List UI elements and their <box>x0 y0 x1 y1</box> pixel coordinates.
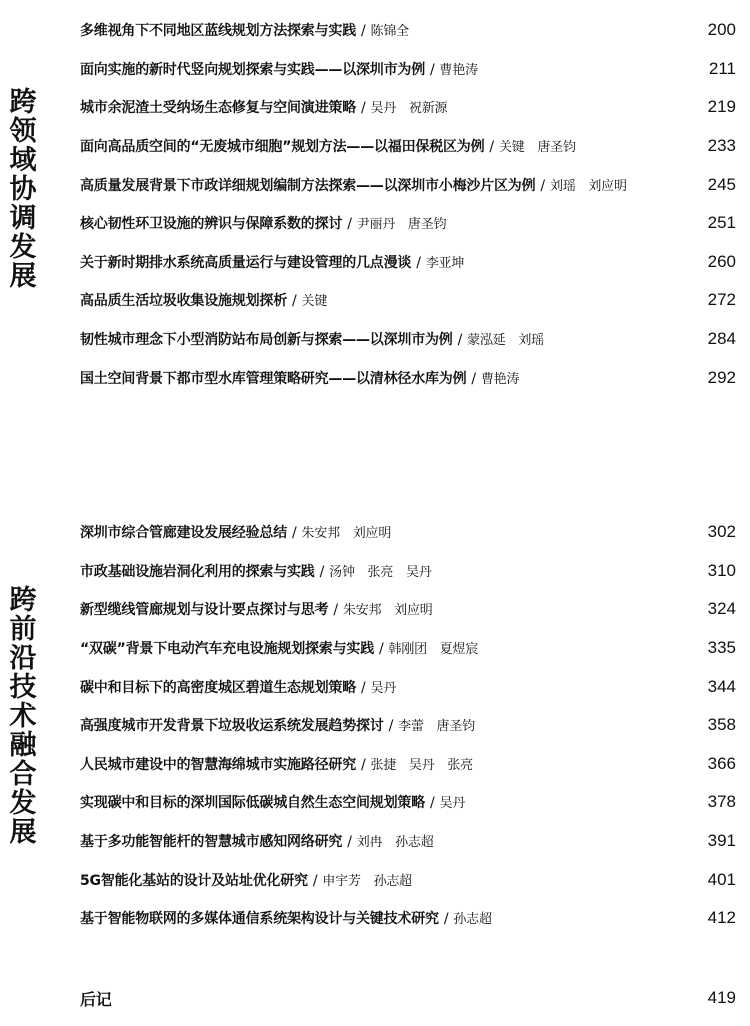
entry-separator: / <box>292 525 297 541</box>
entry-title: 面向高品质空间的“无废城市细胞”规划方法——以福田保税区为例 <box>80 139 485 155</box>
toc-entry[interactable] <box>80 325 736 353</box>
entry-title: “双碳”背景下电动汽车充电设施规划探索与实践 <box>80 641 375 657</box>
entry-title: 国土空间背景下都市型水库管理策略研究——以清林径水库为例 <box>80 371 467 387</box>
toc-entry[interactable] <box>80 788 736 816</box>
toc-entry[interactable] <box>80 248 736 276</box>
entry-authors: 刘冉 孙志超 <box>356 835 434 850</box>
entry-page-number: 335 <box>707 638 736 657</box>
entry-page-number: 260 <box>707 252 736 271</box>
entry-title: 新型缆线管廊规划与设计要点探讨与思考 <box>80 602 329 618</box>
entry-title: 基于智能物联网的多媒体通信系统架构设计与关键技术研究 <box>80 911 439 927</box>
entry-authors: 申宇芳 孙志超 <box>322 874 412 889</box>
entry-separator: / <box>416 255 421 271</box>
entry-page-number: 412 <box>707 908 736 927</box>
toc-entry[interactable] <box>80 171 736 199</box>
entry-page-number: 200 <box>707 20 736 39</box>
toc-entry[interactable] <box>80 93 736 121</box>
entry-title: 基于多功能智能杆的智慧城市感知网络研究 <box>80 834 343 850</box>
entry-title: 高质量发展背景下市政详细规划编制方法探索——以深圳市小梅沙片区为例 <box>80 178 536 194</box>
entry-authors: 曹艳涛 <box>480 372 520 387</box>
entry-separator: / <box>361 680 366 696</box>
toc-entry[interactable] <box>80 16 736 44</box>
entry-authors: 孙志超 <box>453 912 492 927</box>
entry-page-number: 419 <box>707 988 736 1007</box>
section-label-frontier-tech: 跨前沿技术融合发展 <box>9 585 37 848</box>
entry-authors: 尹丽丹 唐圣钧 <box>356 217 447 232</box>
toc-entry[interactable] <box>80 711 736 739</box>
entry-page-number: 401 <box>707 870 736 889</box>
entry-separator: / <box>540 178 545 194</box>
toc-entry[interactable] <box>80 557 736 585</box>
toc-entry[interactable] <box>80 827 736 855</box>
section-label-cross-domain: 跨领域协调发展 <box>9 87 37 292</box>
entry-page-number: 391 <box>707 831 736 850</box>
entry-separator: / <box>361 100 366 116</box>
entry-authors: 吴丹 <box>370 681 397 696</box>
entry-authors: 朱安邦 刘应明 <box>342 603 433 618</box>
toc-entry[interactable] <box>80 634 736 662</box>
entry-authors: 韩刚团 夏煜宸 <box>388 642 479 657</box>
entry-separator: / <box>347 834 352 850</box>
entry-authors: 曹艳涛 <box>439 63 478 78</box>
toc-entry-afterword[interactable] <box>80 984 736 1012</box>
entry-separator: / <box>292 293 297 309</box>
entry-page-number: 272 <box>707 290 736 309</box>
entry-page-number: 292 <box>707 368 736 387</box>
entry-title: 高品质生活垃圾收集设施规划探析 <box>80 293 287 309</box>
entry-title: 5G智能化基站的设计及站址优化研究 <box>80 873 308 889</box>
toc-entry[interactable] <box>80 286 736 314</box>
toc-entry[interactable] <box>80 132 736 160</box>
entry-separator: / <box>430 62 435 78</box>
entry-page-number: 324 <box>707 599 736 618</box>
entry-authors: 刘瑶 刘应明 <box>549 179 627 194</box>
entry-authors: 关键 唐圣钧 <box>498 140 576 155</box>
entry-title: 市政基础设施岩洞化利用的探索与实践 <box>80 564 315 580</box>
entry-authors: 李亚坤 <box>425 256 465 271</box>
entry-separator: / <box>333 602 338 618</box>
entry-authors: 关键 <box>301 294 328 309</box>
entry-page-number: 302 <box>707 522 736 541</box>
entry-title: 后记 <box>80 989 112 1009</box>
entry-authors: 朱安邦 刘应明 <box>301 526 392 541</box>
entry-separator: / <box>443 911 449 927</box>
entry-authors: 吴丹 <box>439 796 466 811</box>
toc-entry[interactable] <box>80 595 736 623</box>
entry-separator: / <box>361 757 366 773</box>
toc-entry[interactable] <box>80 750 736 778</box>
entry-title: 面向实施的新时代竖向规划探索与实践——以深圳市为例 <box>80 62 425 78</box>
entry-separator: / <box>388 718 394 734</box>
toc-entry[interactable] <box>80 866 736 894</box>
entry-page-number: 378 <box>707 792 736 811</box>
entry-title: 核心韧性环卫设施的辨识与保障系数的探讨 <box>80 216 343 232</box>
entry-page-number: 344 <box>707 677 736 696</box>
entry-title: 韧性城市理念下小型消防站布局创新与探索——以深圳市为例 <box>80 332 453 348</box>
toc-entry[interactable] <box>80 55 736 83</box>
entry-separator: / <box>379 641 384 657</box>
toc-entry[interactable] <box>80 364 736 392</box>
toc-entry[interactable] <box>80 209 736 237</box>
entry-page-number: 233 <box>707 136 736 155</box>
entry-page-number: 310 <box>707 561 736 580</box>
entry-page-number: 245 <box>707 175 736 194</box>
entry-separator: / <box>430 795 435 811</box>
entry-authors: 张捷 吴丹 张亮 <box>370 758 473 773</box>
toc-entry[interactable] <box>80 904 736 932</box>
entry-separator: / <box>361 23 366 39</box>
entry-separator: / <box>319 564 325 580</box>
entry-page-number: 211 <box>708 59 736 78</box>
entry-page-number: 251 <box>707 213 736 232</box>
entry-title: 人民城市建设中的智慧海绵城市实施路径研究 <box>80 757 356 773</box>
entry-page-number: 284 <box>707 329 736 348</box>
entry-title: 深圳市综合管廊建设发展经验总结 <box>80 525 287 541</box>
entry-authors: 蒙泓延 刘瑶 <box>467 333 544 348</box>
entry-authors: 陈锦全 <box>370 24 409 39</box>
entry-separator: / <box>471 371 476 387</box>
entry-page-number: 358 <box>707 715 736 734</box>
entry-separator: / <box>312 873 318 889</box>
entry-title: 关于新时期排水系统高质量运行与建设管理的几点漫谈 <box>80 255 412 271</box>
toc-entry[interactable] <box>80 518 736 546</box>
entry-title: 高强度城市开发背景下垃圾收运系统发展趋势探讨 <box>80 718 384 734</box>
entry-title: 城市余泥渣土受纳场生态修复与空间演进策略 <box>80 100 356 116</box>
entry-separator: / <box>489 139 494 155</box>
entry-authors: 汤钟 张亮 吴丹 <box>329 565 432 580</box>
entry-title: 实现碳中和目标的深圳国际低碳城自然生态空间规划策略 <box>80 795 425 811</box>
entry-title: 多维视角下不同地区蓝线规划方法探索与实践 <box>80 23 356 39</box>
entry-title: 碳中和目标下的高密度城区碧道生态规划策略 <box>80 680 356 696</box>
toc-entry[interactable] <box>80 673 736 701</box>
entry-authors: 李蕾 唐圣钧 <box>398 719 475 734</box>
entry-separator: / <box>347 216 352 232</box>
entry-page-number: 219 <box>707 97 736 116</box>
entry-authors: 吴丹 祝新源 <box>370 101 448 116</box>
entry-page-number: 366 <box>707 754 736 773</box>
entry-separator: / <box>457 332 463 348</box>
